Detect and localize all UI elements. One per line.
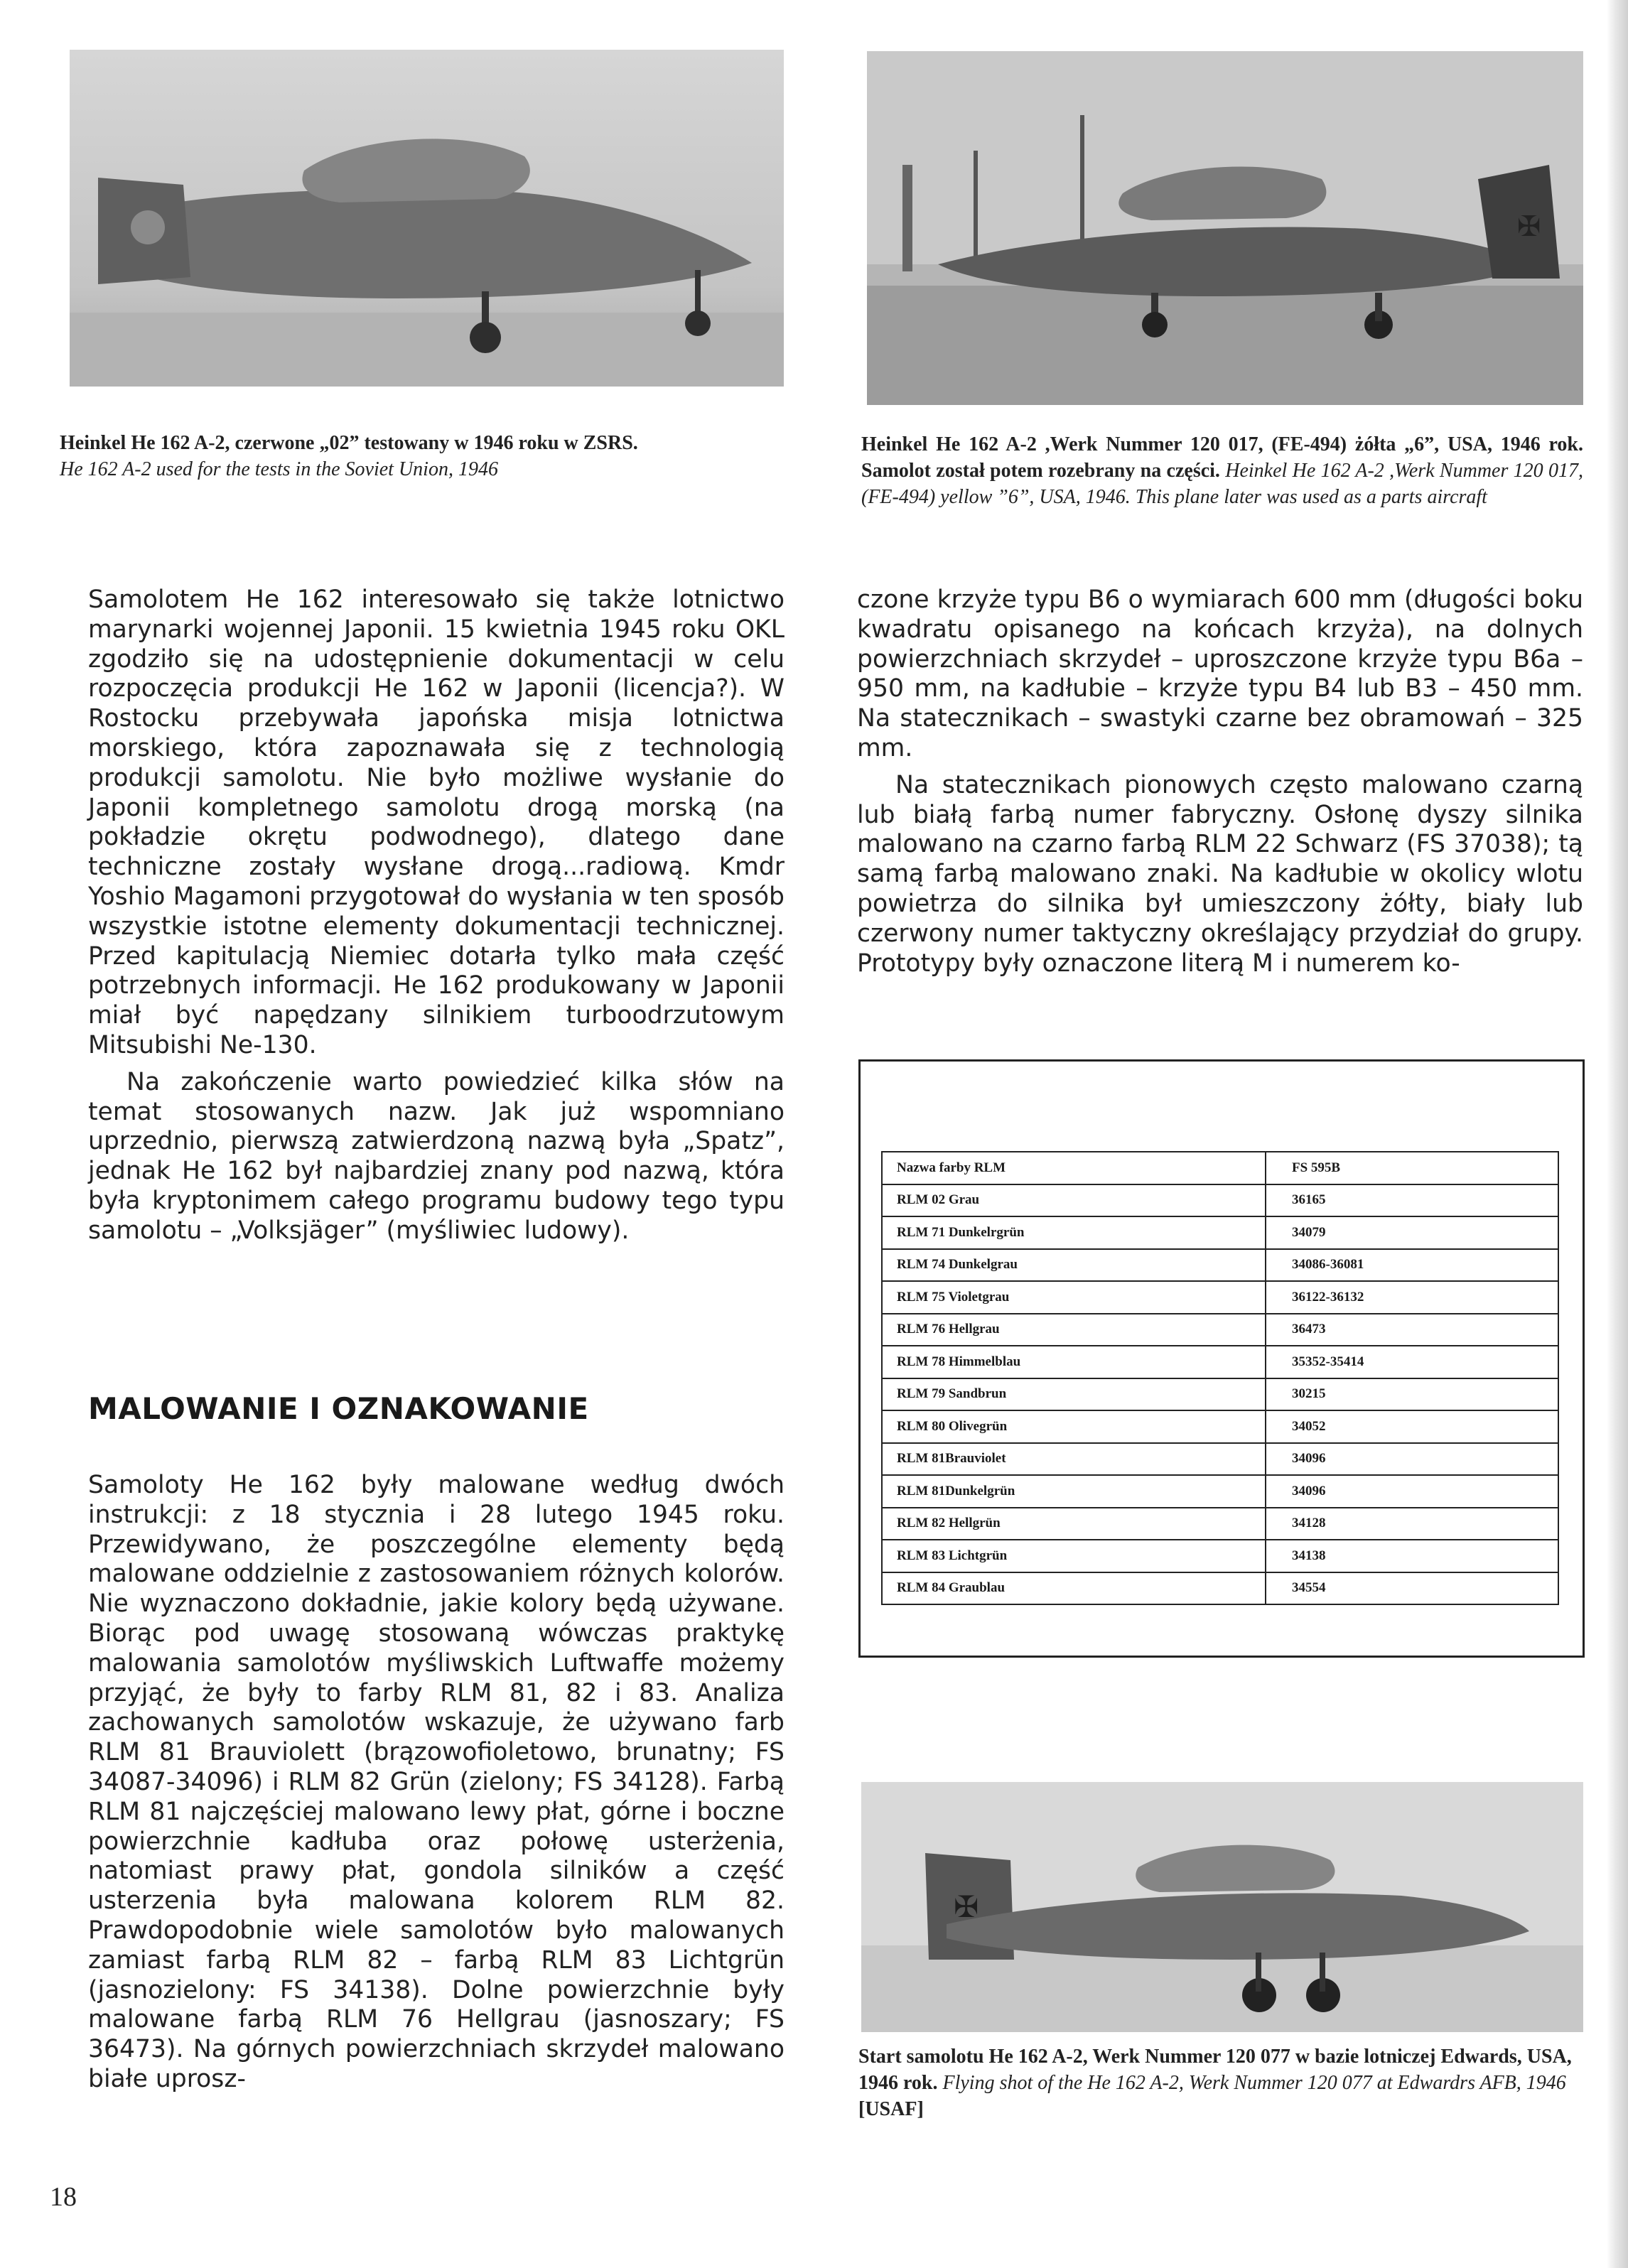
paint-name-cell: RLM 81Brauviolet: [882, 1443, 1266, 1476]
paint-table-row: [882, 1572, 1558, 1605]
fs-number-cell: 36122-36132: [1266, 1281, 1558, 1314]
fs-number-cell: FS 595B: [1266, 1152, 1558, 1184]
svg-text:✠: ✠: [1517, 210, 1541, 243]
paint-name-cell: RLM 81Dunkelgrün: [882, 1475, 1266, 1508]
caption-takeoff-credit: [USAF]: [858, 2098, 924, 2120]
paragraph-painting: Samoloty He 162 były malowane według dwóch instrukcji: z 18 stycznia i 28 lutego 1945 roku. Przewidywano, że poszczególne elementy będą malowane oddzielnie z zastosowaniem różnych kolorów. Nie wyznaczono dokładnie, jakie kolory będą używane. Biorąc pod uwagę stosowaną wówczas praktykę malowania samolotów myśliwskich Luftwaffe możemy przyjąć, że były to farby RLM 81, 82 i 83. Analiza zachowanych samolotów wskazuje, że używano farb RLM 81 Brauviolett (brązowofioletowo, brunatny; FS 34087-34096) i RLM 82 Grün (zielony; FS 34128). Farbą RLM 81 najczęściej malowano lewy płat, górne i boczne powierzchnie kadłuba oraz połowę usterżenia, natomiast prawy płat, gondola silników a część usterzenia była malowana kolorem RLM 82. Prawdopodobnie wiele samolotów było malowanych zamiast farbą RLM 82 – farbą RLM 83 Lichtgrün (jasnozielony: FS 34138). Dolne powierzchnie były malowane farbą RLM 76 Hellgrau (jasnoszary; FS 36473). Na górnych powierzchniach skrzydeł malowano białe uprosz-: [88, 1471, 785, 2093]
fs-number-cell: 35352-35414: [1266, 1346, 1558, 1378]
paint-name-cell: RLM 74 Dunkelgrau: [882, 1249, 1266, 1282]
photo-he162-takeoff: [861, 1782, 1583, 2032]
photo-he162-usa-yellow-6: [867, 51, 1583, 405]
paint-table-row: [882, 1443, 1558, 1476]
caption-usa-bold: Heinkel He 162 A-2 ,Werk Nummer 120 017, (FE-494) żółta „6”, USA, 1946 rok. Samolot został potem rozebrany na części.: [861, 433, 1583, 482]
paint-name-cell: RLM 02 Grau: [882, 1184, 1266, 1217]
fs-number-cell: 34096: [1266, 1475, 1558, 1508]
paint-name-cell: RLM 75 Violetgrau: [882, 1281, 1266, 1314]
paint-name-cell: RLM 76 Hellgrau: [882, 1314, 1266, 1346]
paint-table-row: [882, 1346, 1558, 1378]
paint-table-row: [882, 1281, 1558, 1314]
fs-number-cell: 30215: [1266, 1378, 1558, 1411]
paint-table: [881, 1151, 1559, 1605]
paint-table-row: [882, 1314, 1558, 1346]
paint-name-cell: RLM 83 Lichtgrün: [882, 1540, 1266, 1572]
left-column-lower: [88, 1471, 785, 2095]
caption-soviet-bold: Heinkel He 162 A-2, czerwone „02” testowany w 1946 roku w ZSRS.: [60, 432, 638, 454]
paragraph-names: Na zakończenie warto powiedzieć kilka słów na temat stosowanych nazw. Jak już wspomniano uprzednio, pierwszą zatwierdzoną nazwą była „Spatz”, jednak He 162 był najbardziej znany pod nazwą, która była kryptonimem całego programu budowy tego typu samolotu – „Volksjäger” (myśliwiec ludowy).: [88, 1067, 785, 1245]
fs-number-cell: 34086-36081: [1266, 1249, 1558, 1282]
paint-name-cell: RLM 80 Olivegrün: [882, 1410, 1266, 1443]
fs-number-cell: 34128: [1266, 1508, 1558, 1540]
caption-soviet-italic: He 162 A-2 used for the tests in the Soviet Union, 1946: [60, 458, 498, 480]
fs-number-cell: 36165: [1266, 1184, 1558, 1217]
paint-name-cell: RLM 79 Sandbrun: [882, 1378, 1266, 1411]
left-column-upper: [88, 585, 785, 1246]
paint-name-cell: RLM 84 Graublau: [882, 1572, 1266, 1605]
fs-number-cell: 34138: [1266, 1540, 1558, 1572]
fs-number-cell: 36473: [1266, 1314, 1558, 1346]
fs-number-cell: 34554: [1266, 1572, 1558, 1605]
paint-table-row: [882, 1216, 1558, 1249]
page-number: 18: [50, 2182, 77, 2212]
paint-table-row: [882, 1540, 1558, 1572]
right-column-text: [857, 585, 1583, 978]
paint-name-cell: Nazwa farby RLM: [882, 1152, 1266, 1184]
caption-usa-photo: [861, 431, 1583, 510]
paint-table-row: [882, 1410, 1558, 1443]
paint-table-row: [882, 1475, 1558, 1508]
paragraph-crosses: czone krzyże typu B6 o wymiarach 600 mm (długości boku kwadratu opisanego na końcach krzyża), na dolnych powierzchniach skrzydeł – uproszczone krzyże typu B6a – 950 mm, na kadłubie – krzyże typu B4 lub B3 – 450 mm. Na statecznikach – swastyki czarne bez obramowań – 325 mm.: [857, 585, 1583, 762]
caption-takeoff-bold: Start samolotu He 162 A-2, Werk Nummer 120 077 w bazie lotniczej Edwards, USA, 1946 rok.: [858, 2046, 1572, 2094]
paint-table-header-row: [882, 1152, 1558, 1184]
page-edge-shadow: [1607, 0, 1628, 2268]
svg-text:✠: ✠: [954, 1889, 979, 1924]
photo-he162-soviet: [70, 50, 784, 387]
caption-takeoff-photo: [858, 2043, 1583, 2122]
paint-table-row: [882, 1508, 1558, 1540]
paint-name-cell: RLM 71 Dunkelrgrün: [882, 1216, 1266, 1249]
paint-name-cell: RLM 78 Himmelblau: [882, 1346, 1266, 1378]
paint-table-row: [882, 1184, 1558, 1217]
section-heading-malowanie: MALOWANIE I OZNAKOWANIE: [88, 1391, 589, 1426]
caption-soviet-photo: [60, 430, 785, 482]
fs-number-cell: 34096: [1266, 1443, 1558, 1476]
paint-table-row: [882, 1249, 1558, 1282]
paragraph-japan: Samolotem He 162 interesowało się także lotnictwo marynarki wojennej Japonii. 15 kwietnia 1945 roku OKL zgodziło się na udostępnienie dokumentacji w celu rozpoczęcia produkcji He 162 w Japonii (licencja?). W Rostocku przebywała japońska misja lotnictwa morskiego, która zapoznawała się z technologią produkcji samolotu. Nie było możliwe wysłanie do Japonii kompletnego samolotu drogą morską (na pokładzie okrętu podwodnego), dlatego dane techniczne zostały wysłane drogą...radiową. Kmdr Yoshio Magamoni przygotował do wysłania w ten sposób wszystkie istotne elementy dokumentacji technicznej. Przed kapitulacją Niemiec dotarła tylko mała część potrzebnych informacji. He 162 produkowany w Japonii miał być napędzany silnikiem turboodrzutowym Mitsubishi Ne-130.: [88, 585, 785, 1059]
fs-number-cell: 34052: [1266, 1410, 1558, 1443]
paragraph-stabilizers: Na statecznikach pionowych często malowano czarną lub białą farbą numer fabryczny. Osłonę dyszy silnika malowano na czarno farbą RLM 22 Schwarz (FS 37038); tą samą farbą malowano znaki. Na kadłubie w okolicy wlotu powietrza do silnika był umieszczony żółty, biały lub czerwony numer taktyczny określający przydział do grupy. Prototypy były oznaczone literą M i numerem ko-: [857, 770, 1583, 978]
caption-usa-italic: Heinkel He 162 A-2 ,Werk Nummer 120 017,(FE-494) yellow ”6”, USA, 1946. This plane later was used as a parts aircraft: [861, 460, 1583, 508]
fs-number-cell: 34079: [1266, 1216, 1558, 1249]
paint-name-cell: RLM 82 Hellgrün: [882, 1508, 1266, 1540]
caption-takeoff-italic: Flying shot of the He 162 A-2, Werk Nummer 120 077 at Edwardrs AFB, 1946: [942, 2072, 1566, 2094]
paint-table-row: [882, 1378, 1558, 1411]
